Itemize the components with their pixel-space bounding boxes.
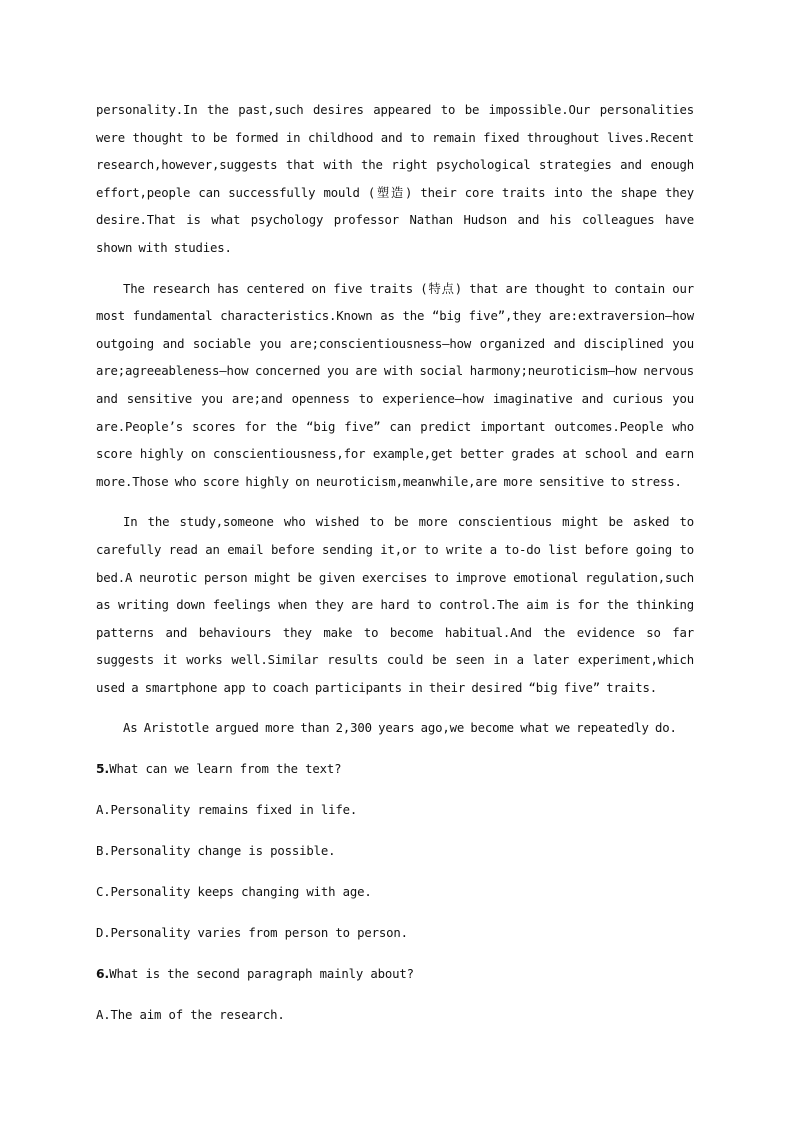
passage-paragraph-2: The research has centered on five traits (特点) that are thought to contain our most fundamental characteristics.Known as the “big five”,they are:extraversion—how outgoing and sociable you are;conscientiousness—how organized and disciplined you are;agreeableness—how concerned you are with social harmony;neuroticism—how nervous and sensitive you are;and openness to experience—how imaginative and curious you are.People’s scores for the “big five” can predict important outcomes.People who score highly on conscientiousness,for example,get better grades at school and earn more.Those who score highly on neuroticism,meanwhile,are more sensitive to stress. (96, 281, 694, 489)
question-5-option-b: B.Personality change is possible. (96, 844, 336, 859)
passage-paragraph-1: personality.In the past,such desires appeared to be impossible.Our personalities were thought to be formed in childhood and to remain fixed throughout lives.Recent research,however,suggests that with the right psychological strategies and enough effort,people can successfully mould (塑造) their core traits into the shape they desire.That is what psychology professor Nathan Hudson and his colleagues have shown with studies. (96, 103, 694, 255)
question-6 (96, 961, 694, 1043)
question-6-stem (96, 961, 694, 1002)
question-5-stem (96, 756, 694, 797)
question-5-option-a: A.Personality remains fixed in life. (96, 803, 358, 818)
passage-paragraph-3: In the study,someone who wished to be more conscientious might be asked to carefully read an email before sending it,or to write a to-do list before going to bed.A neurotic person might be given exercises to improve emotional regulation,such as writing down feelings when they are hard to control.The aim is for the thinking patterns and behaviours they make to become habitual.And the evidence so far suggests it works well.Similar results could be seen in a later experiment,which used a smartphone app to coach participants in their desired “big five” traits. (96, 515, 694, 695)
question-6-option-a: A.The aim of the research. (96, 1008, 285, 1023)
document-body (96, 97, 694, 1043)
question-5-number: 5. (96, 762, 110, 777)
question-5 (96, 756, 694, 961)
question-6-prompt: What is the second paragraph mainly about? (109, 967, 414, 982)
passage-paragraph-4: As Aristotle argued more than 2,300 years ago,we become what we repeatedly do. (123, 721, 677, 736)
question-5-option-d: D.Personality varies from person to person. (96, 926, 408, 941)
question-5-option-c: C.Personality keeps changing with age. (96, 885, 372, 900)
question-6-number: 6. (96, 967, 110, 982)
question-5-prompt: What can we learn from the text? (109, 762, 342, 777)
